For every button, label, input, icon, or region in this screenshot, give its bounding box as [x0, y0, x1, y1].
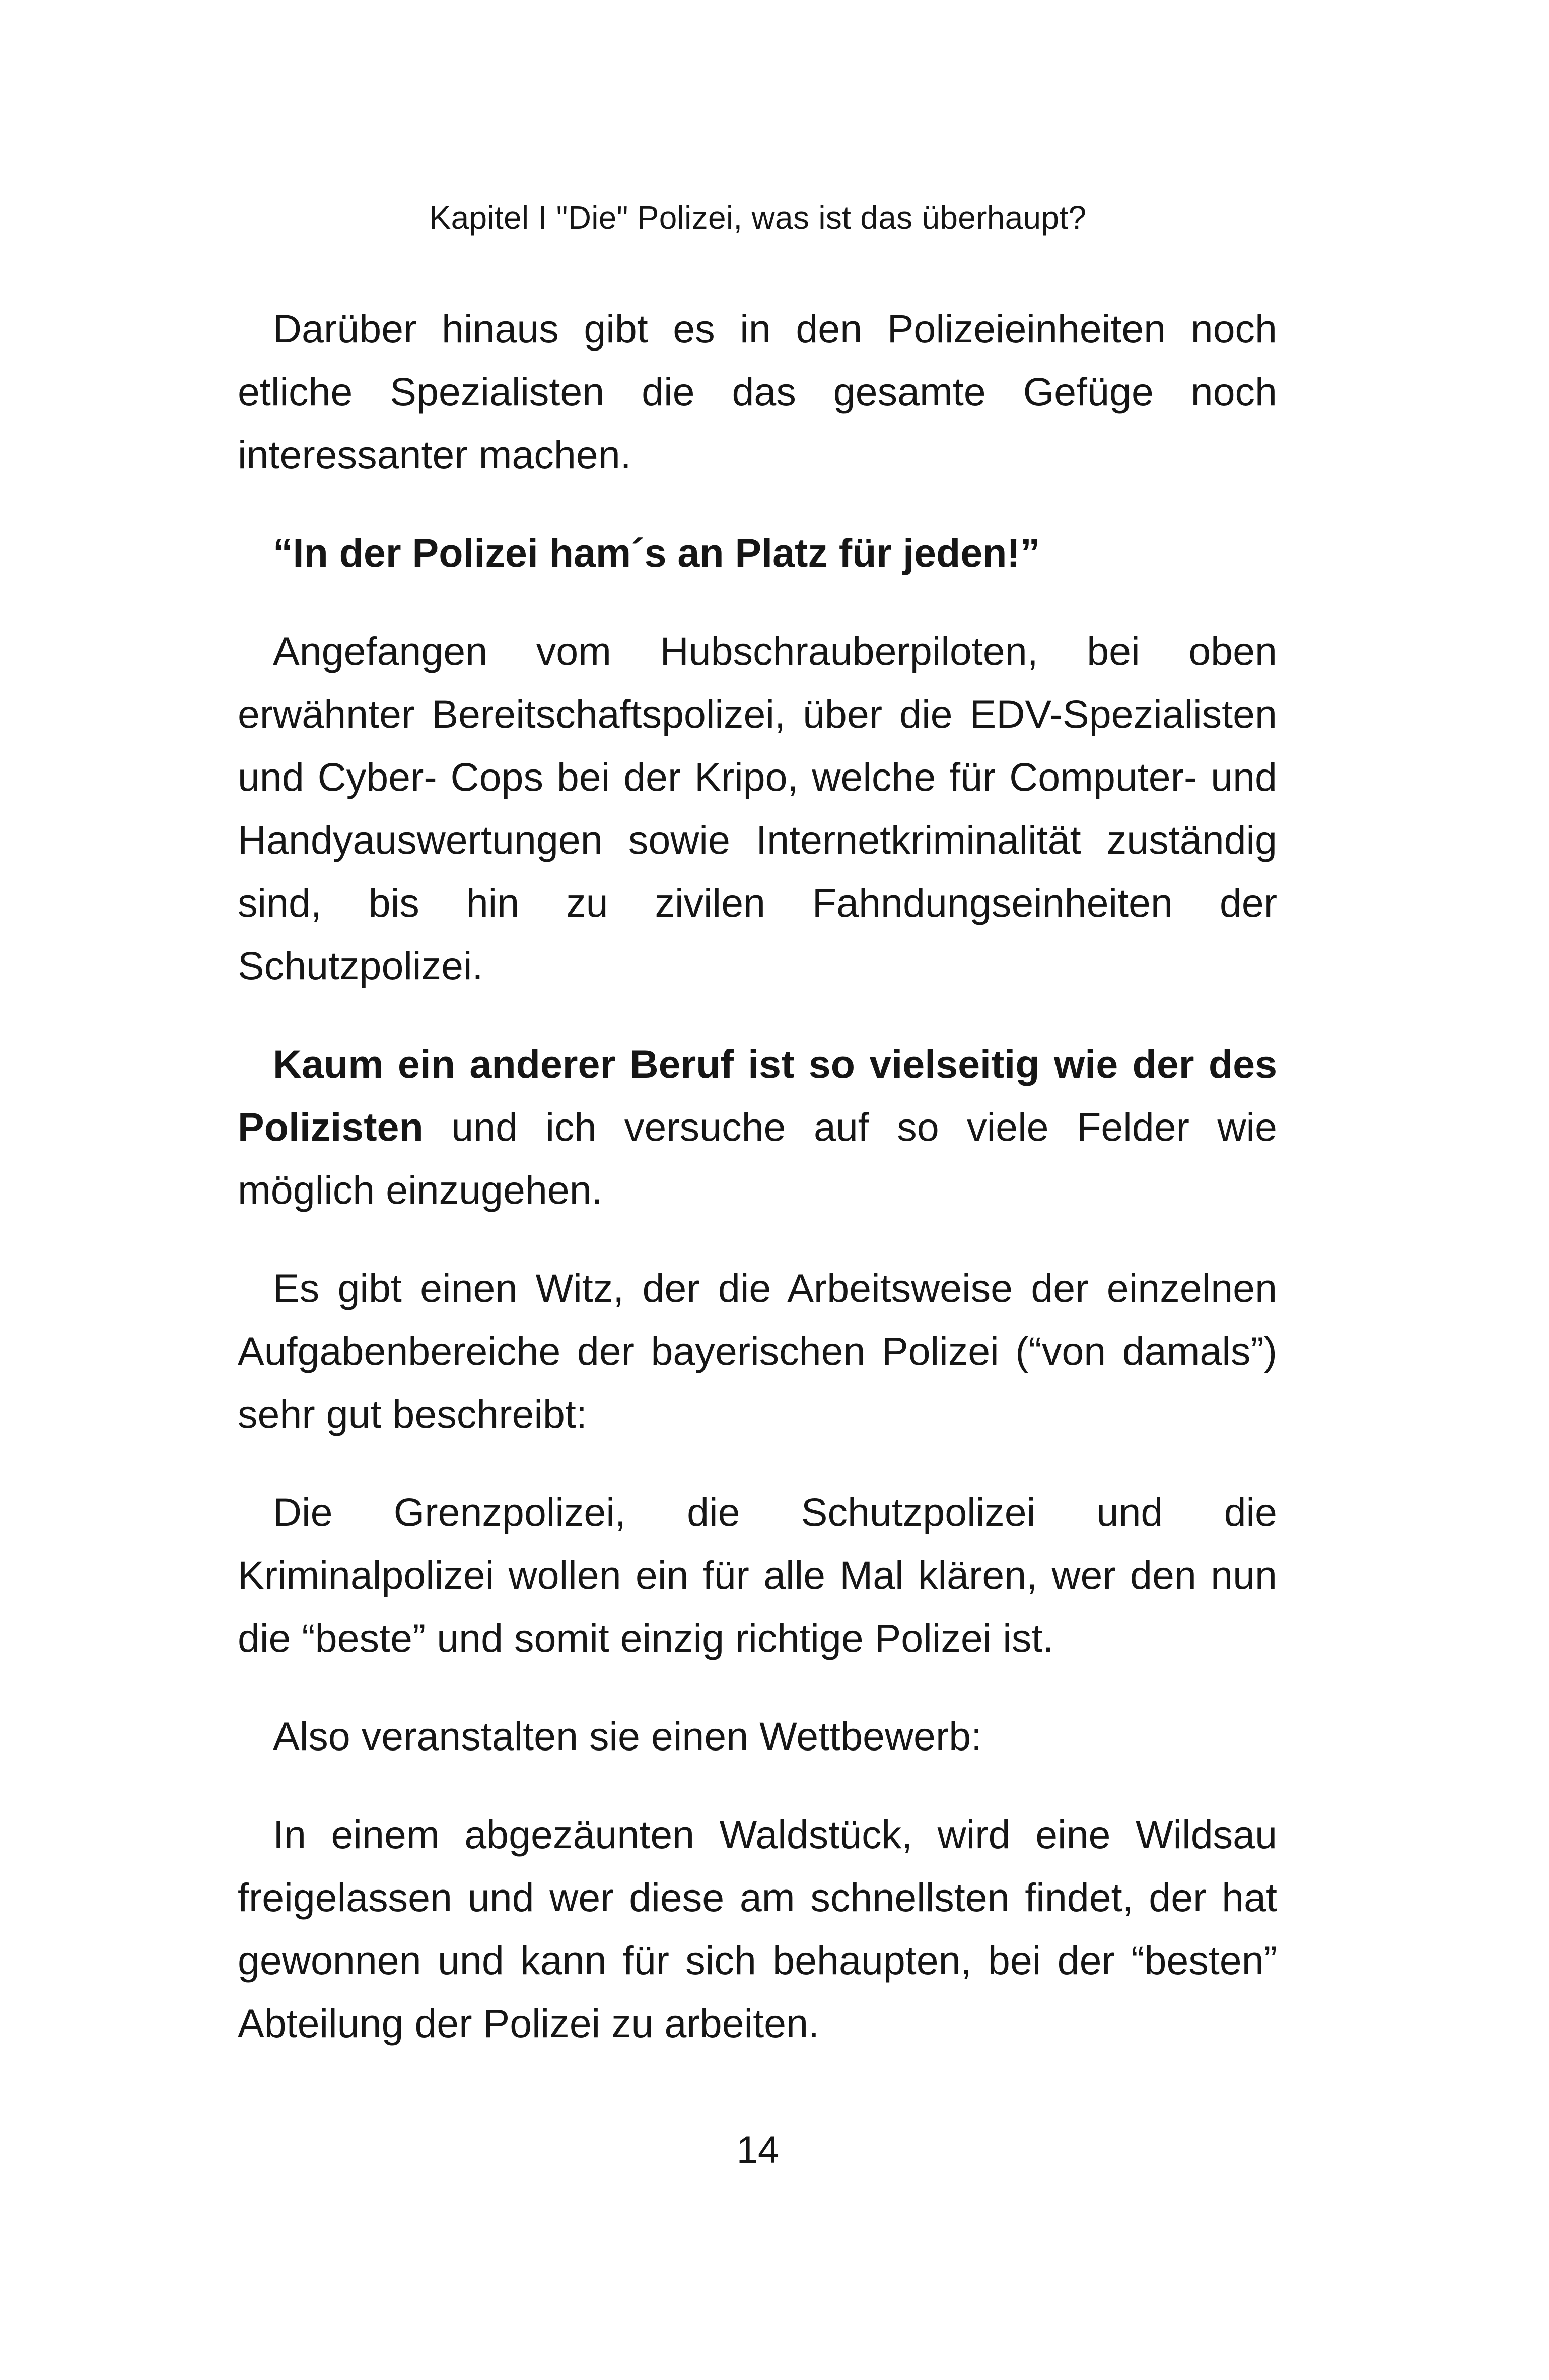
body-text	[238, 297, 1277, 2090]
paragraph-5	[238, 1256, 1277, 1445]
paragraph-8-text: In einem abgezäunten Waldstück, wird eine Wildsau freigelassen und wer diese am schnellsten findet, der hat gewonnen und kann für sich behaupten, bei der “besten” Abteilung der Polizei zu arbeiten.	[238, 1812, 1277, 2046]
paragraph-7-text: Also veranstalten sie einen Wettbewerb:	[273, 1714, 982, 1759]
paragraph-3	[238, 619, 1277, 997]
paragraph-6-text: Die Grenzpolizei, die Schutzpolizei und die Kriminalpolizei wollen ein für alle Mal klären, wer den nun die “beste” und somit einzig richtige Polizei ist.	[238, 1490, 1277, 1660]
paragraph-2-quote	[238, 521, 1277, 584]
paragraph-8	[238, 1803, 1277, 2055]
paragraph-6	[238, 1481, 1277, 1669]
paragraph-4-bold: Kaum ein anderer Beruf ist so vielseitig wie der des Polizisten	[238, 1041, 1277, 1149]
paragraph-7	[238, 1705, 1277, 1768]
running-header: Kapitel I "Die" Polizei, was ist das überhaupt?	[429, 199, 1087, 236]
paragraph-4-text: und ich versuche auf so viele Felder wie möglich einzugehen.	[238, 1104, 1277, 1212]
paragraph-3-text: Angefangen vom Hubschrauberpiloten, bei oben erwähnter Bereitschaftspolizei, über die EDV-Spezialisten und Cyber- Cops bei der Kripo, welche für Computer- und Handyauswertungen sowie Internetkriminalität zuständig sind, bis hin zu zivilen Fahndungseinheiten der Schutzpolizei.	[238, 628, 1277, 988]
paragraph-5-text: Es gibt einen Witz, der die Arbeitsweise der einzelnen Aufgabenbereiche der bayerischen Polizei (“von damals”) sehr gut beschreibt:	[238, 1266, 1277, 1436]
paragraph-1	[238, 297, 1277, 486]
page-number: 14	[736, 2129, 780, 2172]
paragraph-1-text: Darüber hinaus gibt es in den Polizeieinheiten noch etliche Spezialisten die das gesamte Gefüge noch interessanter machen.	[238, 306, 1277, 477]
paragraph-4	[238, 1032, 1277, 1221]
paragraph-2-bold: “In der Polizei ham´s an Platz für jeden!”	[273, 530, 1040, 575]
